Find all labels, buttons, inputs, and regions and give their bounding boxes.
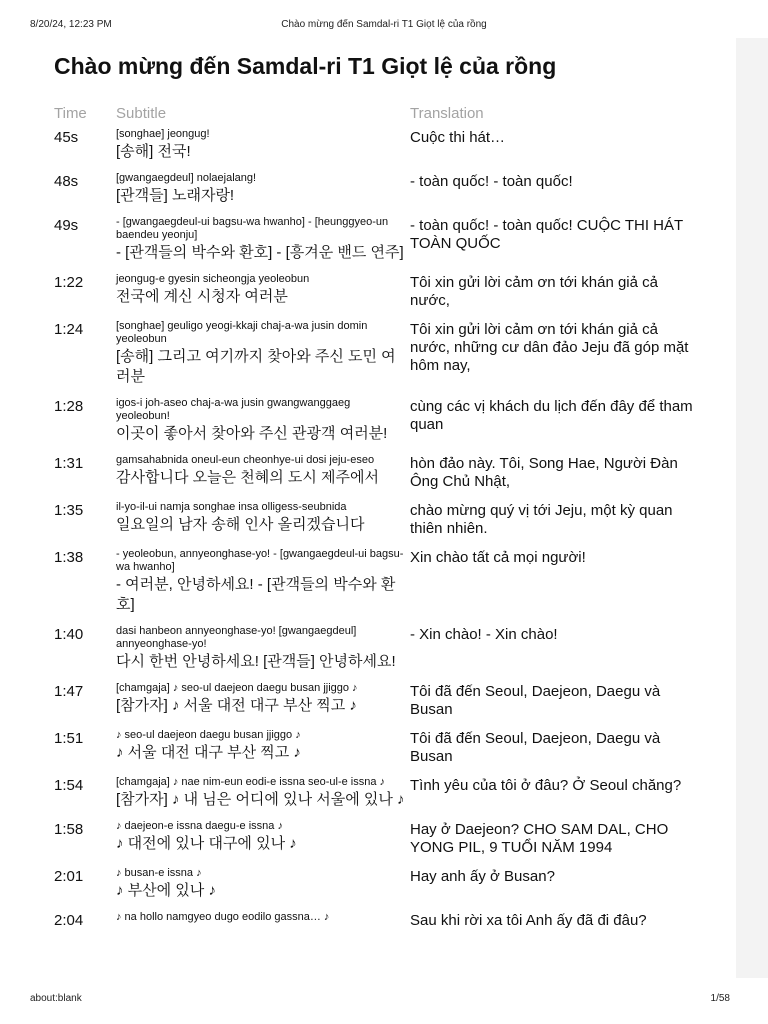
row-time: 1:54 <box>54 777 84 794</box>
table-row <box>54 318 706 395</box>
row-translation: Tôi xin gửi lời cảm ơn tới khán giả cả nước, những cư dân đảo Jeju đã góp mặt hôm nay, <box>410 321 689 374</box>
subtitle-romanized: [gwangaegdeul] nolaejalang! <box>116 172 257 184</box>
column-header-time: Time <box>54 104 87 122</box>
subtitle-korean: ♪ 서울 대전 대구 부산 찍고 ♪ <box>116 744 301 761</box>
subtitle-romanized: - yeoleobun, annyeonghase-yo! - [gwangaegdeul-ui bagsu-wa hwanho] <box>116 548 404 573</box>
subtitle-romanized: ♪ seo-ul daejeon daegu busan jjiggo ♪ <box>116 729 301 741</box>
row-translation: cùng các vị khách du lịch đến đây để tham quan <box>410 398 693 433</box>
row-time: 1:38 <box>54 549 84 566</box>
table-row <box>54 774 706 818</box>
table-row <box>54 865 706 909</box>
row-time: 1:31 <box>54 455 84 472</box>
table-row <box>54 395 706 452</box>
row-subtitle <box>116 680 410 727</box>
row-translation: Tôi đã đến Seoul, Daejeon, Daegu và Busan <box>410 730 661 765</box>
table-row <box>54 499 706 546</box>
subtitle-romanized: dasi hanbeon annyeonghase-yo! [gwangaegdeul] annyeonghase-yo! <box>116 625 357 650</box>
row-subtitle <box>116 126 410 170</box>
table-row <box>54 680 706 727</box>
row-translation: hòn đảo này. Tôi, Song Hae, Người Đàn Ông Chủ Nhật, <box>410 455 678 490</box>
table-row <box>54 271 706 318</box>
row-time: 1:40 <box>54 626 84 643</box>
row-subtitle <box>116 499 410 546</box>
subtitle-korean: ♪ 부산에 있나 ♪ <box>116 882 216 899</box>
subtitle-korean: [송해] 전국! <box>116 143 191 160</box>
row-translation: - Xin chào! - Xin chào! <box>410 626 558 643</box>
row-subtitle <box>116 865 410 909</box>
row-subtitle <box>116 774 410 818</box>
subtitle-korean: [참가자] ♪ 서울 대전 대구 부산 찍고 ♪ <box>116 697 357 714</box>
table-row <box>54 546 706 623</box>
subtitle-romanized: gamsahabnida oneul-eun cheonhye-ui dosi jeju-eseo <box>116 454 375 466</box>
subtitle-romanized: jeongug-e gyesin sicheongja yeoleobun <box>116 273 310 285</box>
subtitle-romanized: [chamgaja] ♪ seo-ul daejeon daegu busan jjiggo ♪ <box>116 682 358 694</box>
subtitle-korean: 감사합니다 오늘은 천혜의 도시 제주에서 <box>116 469 380 486</box>
table-row <box>54 909 706 938</box>
row-translation: - toàn quốc! - toàn quốc! CUỘC THI HÁT TOÀN QUỐC <box>410 217 683 252</box>
table-row <box>54 818 706 865</box>
subtitle-korean: [참가자] ♪ 내 님은 어디에 있나 서울에 있나 ♪ <box>116 791 405 808</box>
row-translation: Xin chào tất cả mọi người! <box>410 549 586 566</box>
row-time: 2:04 <box>54 912 84 929</box>
table-row <box>54 170 706 214</box>
subtitle-korean: 다시 한번 안녕하세요! [관객들] 안녕하세요! <box>116 653 396 670</box>
subtitle-korean: - 여러분, 안녕하세요! - [관객들의 박수와 환호] <box>116 576 396 613</box>
subtitle-romanized: il-yo-il-ui namja songhae insa olligess-seubnida <box>116 501 347 513</box>
subtitle-romanized: igos-i joh-aseo chaj-a-wa jusin gwangwanggaeg yeoleobun! <box>116 397 351 422</box>
table-row <box>54 623 706 680</box>
row-translation: Tình yêu của tôi ở đâu? Ở Seoul chăng? <box>410 777 682 794</box>
row-time: 1:22 <box>54 274 84 291</box>
subtitle-korean: [송해] 그리고 여기까지 찾아와 주신 도민 여러분 <box>116 348 396 385</box>
row-translation: Cuộc thi hát… <box>410 129 506 146</box>
row-time: 1:35 <box>54 502 84 519</box>
row-subtitle <box>116 452 410 499</box>
row-time: 49s <box>54 217 79 234</box>
subtitle-korean: 일요일의 남자 송해 인사 올리겠습니다 <box>116 516 365 533</box>
row-subtitle <box>116 271 410 318</box>
row-time: 1:47 <box>54 683 84 700</box>
print-page-number: 1/58 <box>710 993 730 1004</box>
subtitle-romanized: [chamgaja] ♪ nae nim-eun eodi-e issna seo-ul-e issna ♪ <box>116 776 386 788</box>
row-subtitle <box>116 318 410 395</box>
column-header-translation: Translation <box>410 104 484 122</box>
subtitle-romanized: [songhae] geuligo yeogi-kkaji chaj-a-wa jusin domin yeoleobun <box>116 320 368 345</box>
row-subtitle <box>116 395 410 452</box>
row-time: 45s <box>54 129 79 146</box>
row-subtitle <box>116 727 410 774</box>
row-time: 1:51 <box>54 730 84 747</box>
print-url: about:blank <box>30 993 82 1004</box>
table-header-row <box>54 102 706 126</box>
row-translation: Hay ở Daejeon? CHO SAM DAL, CHO YONG PIL, 9 TUỔI NĂM 1994 <box>410 821 669 856</box>
subtitle-table <box>54 102 706 938</box>
page-title: Chào mừng đến Samdal-ri T1 Giọt lệ của rồng <box>54 53 557 79</box>
row-subtitle <box>116 170 410 214</box>
print-doc-title: Chào mừng đến Samdal-ri T1 Giọt lệ của rồng <box>281 19 487 30</box>
print-datetime: 8/20/24, 12:23 PM <box>30 19 112 30</box>
row-translation: Tôi đã đến Seoul, Daejeon, Daegu và Busan <box>410 683 661 718</box>
table-row <box>54 452 706 499</box>
subtitle-korean: [관객들] 노래자랑! <box>116 187 235 204</box>
subtitle-korean: ♪ 대전에 있나 대구에 있나 ♪ <box>116 835 297 852</box>
row-subtitle <box>116 909 410 938</box>
scrollbar-track[interactable] <box>736 38 768 978</box>
row-time: 2:01 <box>54 868 84 885</box>
row-subtitle <box>116 623 410 680</box>
table-row <box>54 214 706 271</box>
row-translation: Sau khi rời xa tôi Anh ấy đã đi đâu? <box>410 912 647 929</box>
table-row <box>54 126 706 170</box>
subtitle-korean: 전국에 계신 시청자 여러분 <box>116 288 288 305</box>
row-time: 48s <box>54 173 79 190</box>
row-subtitle <box>116 546 410 623</box>
subtitle-romanized: ♪ na hollo namgyeo dugo eodilo gassna… ♪ <box>116 911 330 923</box>
row-translation: Hay anh ấy ở Busan? <box>410 868 555 885</box>
subtitle-romanized: [songhae] jeongug! <box>116 128 210 140</box>
row-translation: - toàn quốc! - toàn quốc! <box>410 173 573 190</box>
row-subtitle <box>116 818 410 865</box>
row-time: 1:24 <box>54 321 84 338</box>
row-time: 1:28 <box>54 398 84 415</box>
row-translation: chào mừng quý vị tới Jeju, một kỳ quan thiên nhiên. <box>410 502 673 537</box>
table-row <box>54 727 706 774</box>
subtitle-romanized: - [gwangaegdeul-ui bagsu-wa hwanho] - [heunggyeo-un baendeu yeonju] <box>116 216 389 241</box>
subtitle-korean: - [관객들의 박수와 환호] - [흥겨운 밴드 연주] <box>116 244 404 261</box>
row-translation: Tôi xin gửi lời cảm ơn tới khán giả cả nước, <box>410 274 658 309</box>
subtitle-romanized: ♪ daejeon-e issna daegu-e issna ♪ <box>116 820 283 832</box>
row-time: 1:58 <box>54 821 84 838</box>
row-subtitle <box>116 214 410 271</box>
subtitle-romanized: ♪ busan-e issna ♪ <box>116 867 202 879</box>
column-header-subtitle: Subtitle <box>116 104 167 122</box>
subtitle-korean: 이곳이 좋아서 찾아와 주신 관광객 여러분! <box>116 425 388 442</box>
